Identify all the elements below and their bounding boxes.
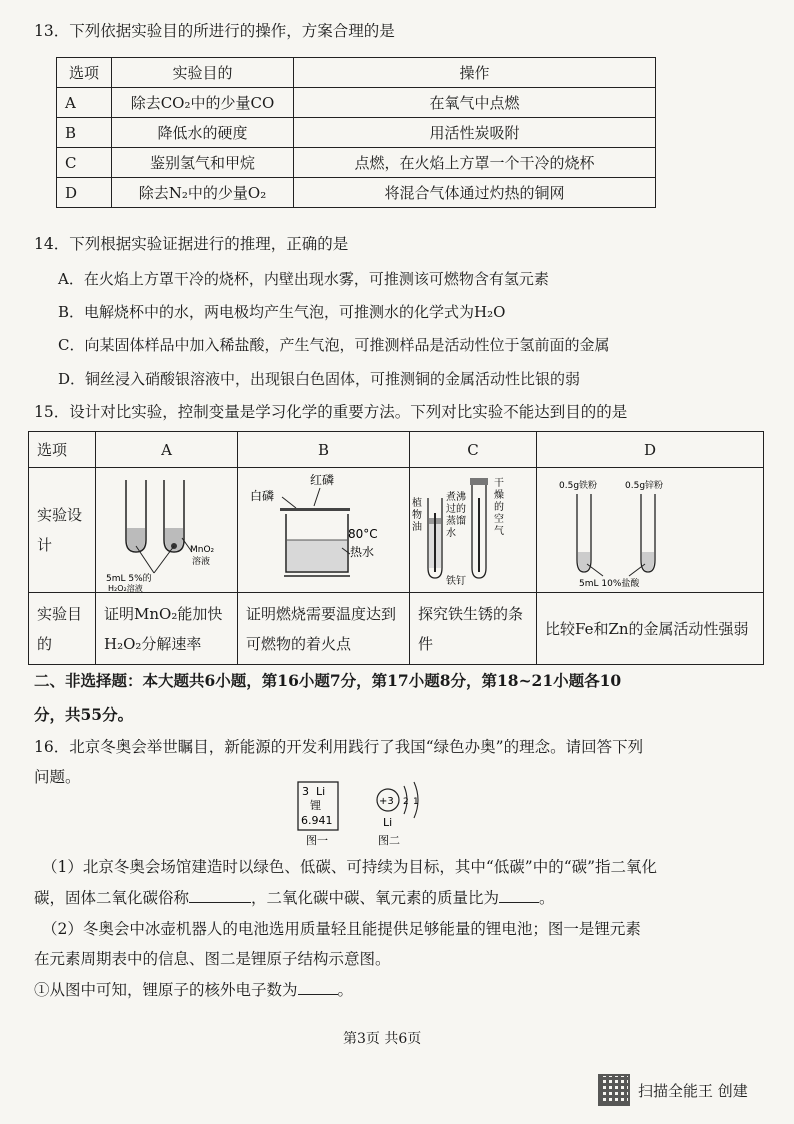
figure-c [410,468,535,588]
atomic-number: 3 [302,785,309,798]
purpose-a: 证明MnO₂能加快H₂O₂分解速率 [96,593,238,665]
page-footer: 第3页 共6页 [343,1031,422,1047]
q15-stem: 15．设计对比实验，控制变量是学习化学的重要方法。下列对比实验不能达到目的的是 [34,403,628,421]
q14-option-a: A．在火焰上方罩干冷的烧杯，内壁出现水雾，可推测该可燃物含有氢元素 [58,270,549,288]
purpose-row [29,593,764,665]
q14-stem: 14．下列根据实验证据进行的推理，正确的是 [34,235,349,253]
purpose-b: 证明燃烧需要温度达到可燃物的着火点 [238,593,410,665]
caption-fig2: 图二 [378,834,400,847]
q13-table [56,57,656,208]
q14-option-c: C．向某固体样品中加入稀盐酸，产生气泡，可推测样品是活动性位于氢前面的金属 [58,336,610,354]
label-iron-powder: 0.5g铁粉 [559,481,598,491]
pointer-line [154,546,174,573]
cell-option: B [57,118,112,148]
caption-fig1: 图一 [306,834,328,847]
cell-operation: 在氧气中点燃 [294,88,656,118]
label-dry-3: 的 [494,502,504,513]
col-c-label: C [410,432,537,468]
label-iron-nail: 铁钉 [446,576,466,587]
scanner-watermark: 扫描全能王 创建 [638,1082,748,1100]
cell-option: A [57,88,112,118]
table-row [57,88,656,118]
shell-1-electrons: 2 [403,797,409,807]
label-dry-1: 干 [494,478,504,489]
label-oil-2: 物 [412,510,422,521]
cell-operation: 用活性炭吸附 [294,118,656,148]
label-h2o2-2: H₂O₂溶液 [108,584,143,593]
label-dry-4: 空 [494,514,504,525]
table-row [57,148,656,178]
row-label-purpose: 实验目的 [29,593,96,665]
table-header-row [29,432,764,468]
cell-goal: 降低水的硬度 [112,118,294,148]
label-boiled-4: 水 [446,528,456,539]
label-boiled-1: 煮沸 [446,492,466,503]
label-white-phosphorus: 白磷 [250,489,275,503]
cell-option: C [57,148,112,178]
acid-right [642,552,654,571]
label-boiled-2: 过的 [446,504,466,515]
label-dry-5: 气 [494,526,504,537]
cell-operation: 将混合气体通过灼热的铜网 [294,178,656,208]
design-row [29,468,764,593]
q16-stem-2: 问题。 [34,768,81,786]
answer-blank-electron-count[interactable] [298,980,338,995]
element-name: 锂 [310,799,321,812]
q16-part1-line1: （1）北京冬奥会场馆建造时以绿色、低碳、可持续为目标，其中“低碳”中的“碳”指二氧化 [42,858,658,876]
figure-d [537,468,697,588]
cell-goal: 除去CO₂中的少量CO [112,88,294,118]
q16-part2-line1: （2）冬奥会中冰壶机器人的电池选用质量轻且能提供足够能量的锂电池；图一是锂元素 [42,920,641,938]
pointer-line [136,546,154,573]
q16-part1-text-b: ，二氧化碳中碳、氧元素的质量比为 [251,889,500,907]
hot-water [287,540,347,571]
header-operation: 操作 [294,58,656,88]
label-oil-1: 植 [412,498,422,509]
q16-stem-1: 16．北京冬奥会举世瞩目，新能源的开发利用践行了我国“绿色办奥”的理念。请回答下列 [34,738,644,756]
q16-sub1-text-b: 。 [337,981,354,999]
element-symbol: Li [316,785,326,798]
label-temperature: 80°C [348,527,378,541]
q13-stem: 13．下列依据实验目的所进行的操作，方案合理的是 [34,22,395,40]
atom-symbol: Li [383,816,393,829]
q16-part1-text-a: 碳，固体二氧化碳俗称 [34,889,190,907]
copper-plate [280,508,350,511]
cell-goal: 鉴别氢气和甲烷 [112,148,294,178]
cell-option: D [57,178,112,208]
header-option: 选项 [57,58,112,88]
row-label-option: 选项 [29,432,96,468]
q16-part1-text-c: 。 [539,889,555,907]
figure-c-cell [410,468,537,593]
nuclear-charge: +3 [379,796,394,807]
figure-a-cell [96,468,238,593]
atomic-mass: 6.941 [301,814,333,827]
table-row [57,118,656,148]
figure-b-cell [238,468,410,593]
figure-b [238,468,408,588]
figure-a [96,468,236,593]
label-mno2: MnO₂ [190,545,215,555]
label-h2o2-1: 5mL 5%的 [106,574,152,584]
shell-2-electrons: 1 [413,797,419,807]
stopper [470,478,488,485]
table-row [57,178,656,208]
q16-sub1-text-a: ①从图中可知，锂原子的核外电子数为 [34,981,298,999]
col-b-label: B [238,432,410,468]
purpose-d: 比较Fe和Zn的金属活动性强弱 [537,593,764,665]
label-zinc-powder: 0.5g锌粉 [625,481,664,491]
label-oil-3: 油 [412,522,422,533]
answer-blank-dry-ice[interactable] [189,888,251,903]
header-goal: 实验目的 [112,58,294,88]
q14-option-b: B．电解烧杯中的水，两电极均产生气泡，可推测水的化学式为H₂O [58,303,506,321]
q14-option-d: D．铜丝浸入硝酸银溶液中，出现银白色固体，可推测铜的金属活动性比银的弱 [58,370,581,388]
figure-d-cell [537,468,764,593]
q16-part2-sub1 [34,979,353,1001]
col-a-label: A [96,432,238,468]
pointer-line [314,488,320,506]
section-2-line-1: 二、非选择题：本大题共6小题，第16小题7分，第17小题8分，第18~21小题各10 [34,671,622,690]
lithium-figures [290,780,450,850]
label-dry-2: 燥 [494,490,504,501]
pointer-line [282,497,296,508]
answer-blank-mass-ratio[interactable] [499,888,539,903]
purpose-c: 探究铁生锈的条件 [410,593,537,665]
label-acid: 5mL 10%盐酸 [579,579,640,589]
cell-goal: 除去N₂中的少量O₂ [112,178,294,208]
table-header-row [57,58,656,88]
qr-code-icon [598,1074,630,1106]
label-red-phosphorus: 红磷 [310,473,335,487]
label-hot-water: 热水 [350,545,375,559]
label-boiled-3: 蒸馏 [446,516,466,527]
section-2-line-2: 分，共55分。 [34,705,134,724]
liquid-left [127,528,145,551]
q16-part1-line2 [34,887,555,909]
acid-left [578,552,590,571]
q15-table [28,431,764,665]
q16-part2-line2: 在元素周期表中的信息、图二是锂原子结构示意图。 [34,950,391,968]
col-d-label: D [537,432,764,468]
label-solution: 溶液 [192,557,211,567]
row-label-design: 实验设计 [29,468,96,593]
cell-operation: 点燃，在火焰上方罩一个干冷的烧杯 [294,148,656,178]
